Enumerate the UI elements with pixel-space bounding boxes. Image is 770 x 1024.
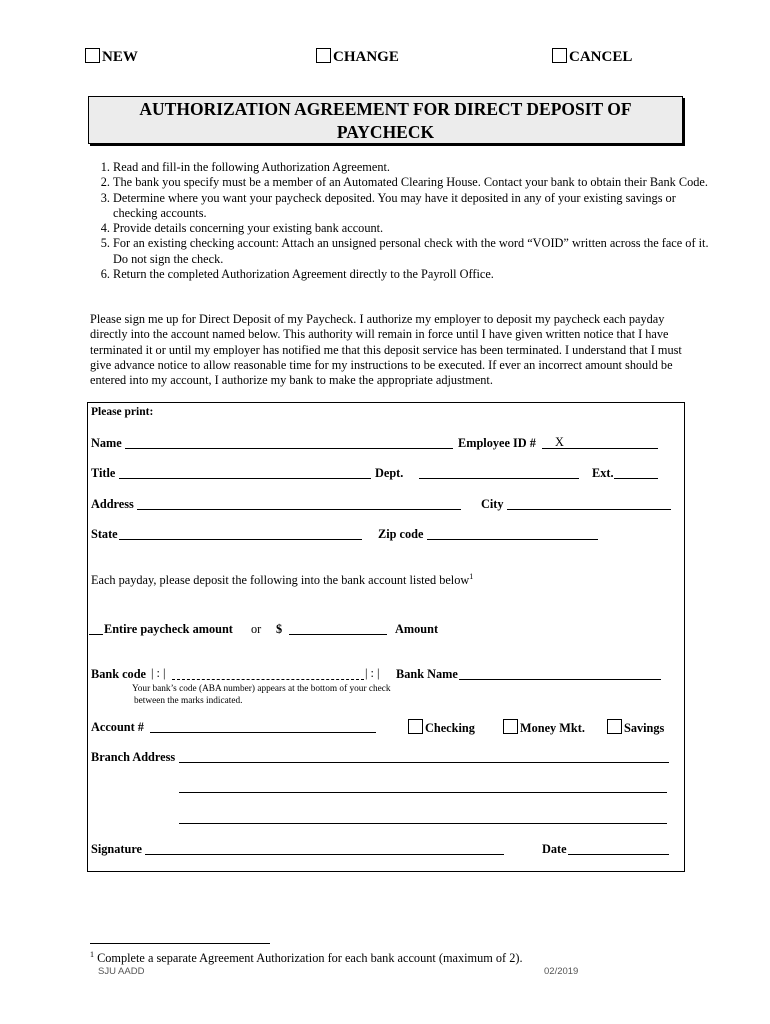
- name-label: Name: [91, 436, 122, 450]
- instruction-item: 5. For an existing checking account: Attach an unsigned personal check with the word “VOID” written across the face of it. Do not sign the check.: [113, 236, 713, 267]
- instruction-item: 1. Read and fill-in the following Authorization Agreement.: [113, 160, 713, 175]
- employee-id-label: Employee ID #: [458, 436, 536, 450]
- form-title: [88, 96, 683, 144]
- instruction-item: 4. Provide details concerning your existing bank account.: [113, 221, 713, 236]
- state-field[interactable]: [119, 539, 362, 540]
- instructions-list: [90, 160, 713, 282]
- instruction-item: 6. Return the completed Authorization Agreement directly to the Payroll Office.: [113, 267, 713, 282]
- please-print-label: Please print:: [91, 406, 154, 418]
- footer-form-code: SJU AADD: [98, 966, 145, 977]
- city-label: City: [481, 497, 504, 511]
- money-mkt-label: Money Mkt.: [520, 721, 585, 735]
- entire-paycheck-label: Entire paycheck amount: [104, 622, 233, 636]
- title-label: Title: [91, 466, 116, 480]
- change-checkbox[interactable]: [316, 48, 331, 63]
- city-field[interactable]: [507, 509, 671, 510]
- bank-code-note: [132, 683, 391, 707]
- ext-label: Ext.: [592, 466, 614, 480]
- account-field[interactable]: [150, 732, 376, 733]
- date-field[interactable]: [568, 854, 669, 855]
- employee-id-value: X: [555, 435, 564, 449]
- bank-name-label: Bank Name: [396, 667, 458, 681]
- savings-checkbox[interactable]: [607, 719, 622, 734]
- account-label: Account #: [91, 720, 144, 734]
- or-text: or: [251, 622, 262, 636]
- money-mkt-checkbox[interactable]: [503, 719, 518, 734]
- bank-code-field[interactable]: [172, 679, 364, 680]
- dept-field[interactable]: [419, 478, 579, 479]
- branch-address-field-1[interactable]: [179, 762, 669, 763]
- cancel-label: CANCEL: [569, 49, 633, 65]
- dept-label: Dept.: [375, 466, 404, 480]
- cancel-option[interactable]: [552, 48, 632, 66]
- signature-field[interactable]: [145, 854, 504, 855]
- checking-checkbox[interactable]: [408, 719, 423, 734]
- amount-label: Amount: [395, 622, 439, 636]
- instruction-item: 2. The bank you specify must be a member of an Automated Clearing House. Contact your bank to obtain their Bank Code.: [113, 175, 713, 190]
- bank-code-close-marks: | : |: [365, 666, 380, 680]
- branch-address-field-2[interactable]: [179, 792, 667, 793]
- name-field[interactable]: [125, 448, 453, 449]
- footer-revision-date: 02/2019: [544, 966, 579, 977]
- savings-label: Savings: [624, 721, 665, 735]
- footnote-divider: [90, 943, 270, 944]
- cancel-checkbox[interactable]: [552, 48, 567, 63]
- savings-option[interactable]: [607, 719, 664, 736]
- footnote: [90, 950, 523, 966]
- dollar-sign: $: [276, 622, 283, 636]
- change-option[interactable]: [316, 48, 399, 66]
- money-mkt-option[interactable]: [503, 719, 585, 736]
- branch-address-label: Branch Address: [91, 750, 176, 764]
- authorization-paragraph: Please sign me up for Direct Deposit of my Paycheck. I authorize my employer to deposit my paycheck each payday directly into the account named below. This authority will remain in force until I have given written notice that I have terminated it or until my employer has notified me that this deposit service has been terminated. I understand that I must give advance notice to allow reasonable time for my instructions to be executed. If ever an incorrect amount should be entered into my account, I authorize my bank to make the appropriate adjustment.: [90, 312, 682, 388]
- bank-code-note-line-2: between the marks indicated.: [134, 696, 243, 706]
- footnote-ref: 1: [469, 572, 474, 581]
- form-title-line-2: PAYCHECK: [336, 122, 435, 142]
- address-label: Address: [91, 497, 134, 511]
- new-option[interactable]: [85, 48, 138, 66]
- checking-option[interactable]: [408, 719, 475, 736]
- form-title-line-1: AUTHORIZATION AGREEMENT FOR DIRECT DEPOSIT OF: [139, 99, 632, 119]
- change-label: CHANGE: [333, 49, 399, 65]
- title-field[interactable]: [119, 478, 371, 479]
- address-field[interactable]: [137, 509, 461, 510]
- entire-paycheck-blank[interactable]: [89, 634, 103, 635]
- state-label: State: [91, 527, 118, 541]
- checking-label: Checking: [425, 721, 475, 735]
- date-label: Date: [542, 842, 567, 856]
- zip-label: Zip code: [378, 527, 424, 541]
- bank-code-open-marks: | : |: [151, 666, 166, 680]
- instruction-item: 3. Determine where you want your paycheck deposited. You may have it deposited in any of your existing savings or checking accounts.: [113, 191, 713, 222]
- zip-field[interactable]: [427, 539, 598, 540]
- deposit-instruction-text: Each payday, please deposit the following into the bank account listed below: [91, 573, 470, 588]
- amount-field[interactable]: [289, 634, 387, 635]
- signature-label: Signature: [91, 842, 143, 856]
- footnote-text: Complete a separate Agreement Authorization for each bank account (maximum of 2).: [97, 951, 523, 966]
- deposit-instruction: [91, 572, 473, 588]
- bank-code-note-line-1: Your bank’s code (ABA number) appears at the bottom of your check: [132, 684, 391, 694]
- branch-address-field-3[interactable]: [179, 823, 667, 824]
- new-checkbox[interactable]: [85, 48, 100, 63]
- bank-name-field[interactable]: [459, 679, 661, 680]
- new-label: NEW: [102, 49, 138, 65]
- bank-code-label: Bank code: [91, 667, 147, 681]
- ext-field[interactable]: [614, 478, 658, 479]
- footnote-marker: 1: [90, 950, 94, 959]
